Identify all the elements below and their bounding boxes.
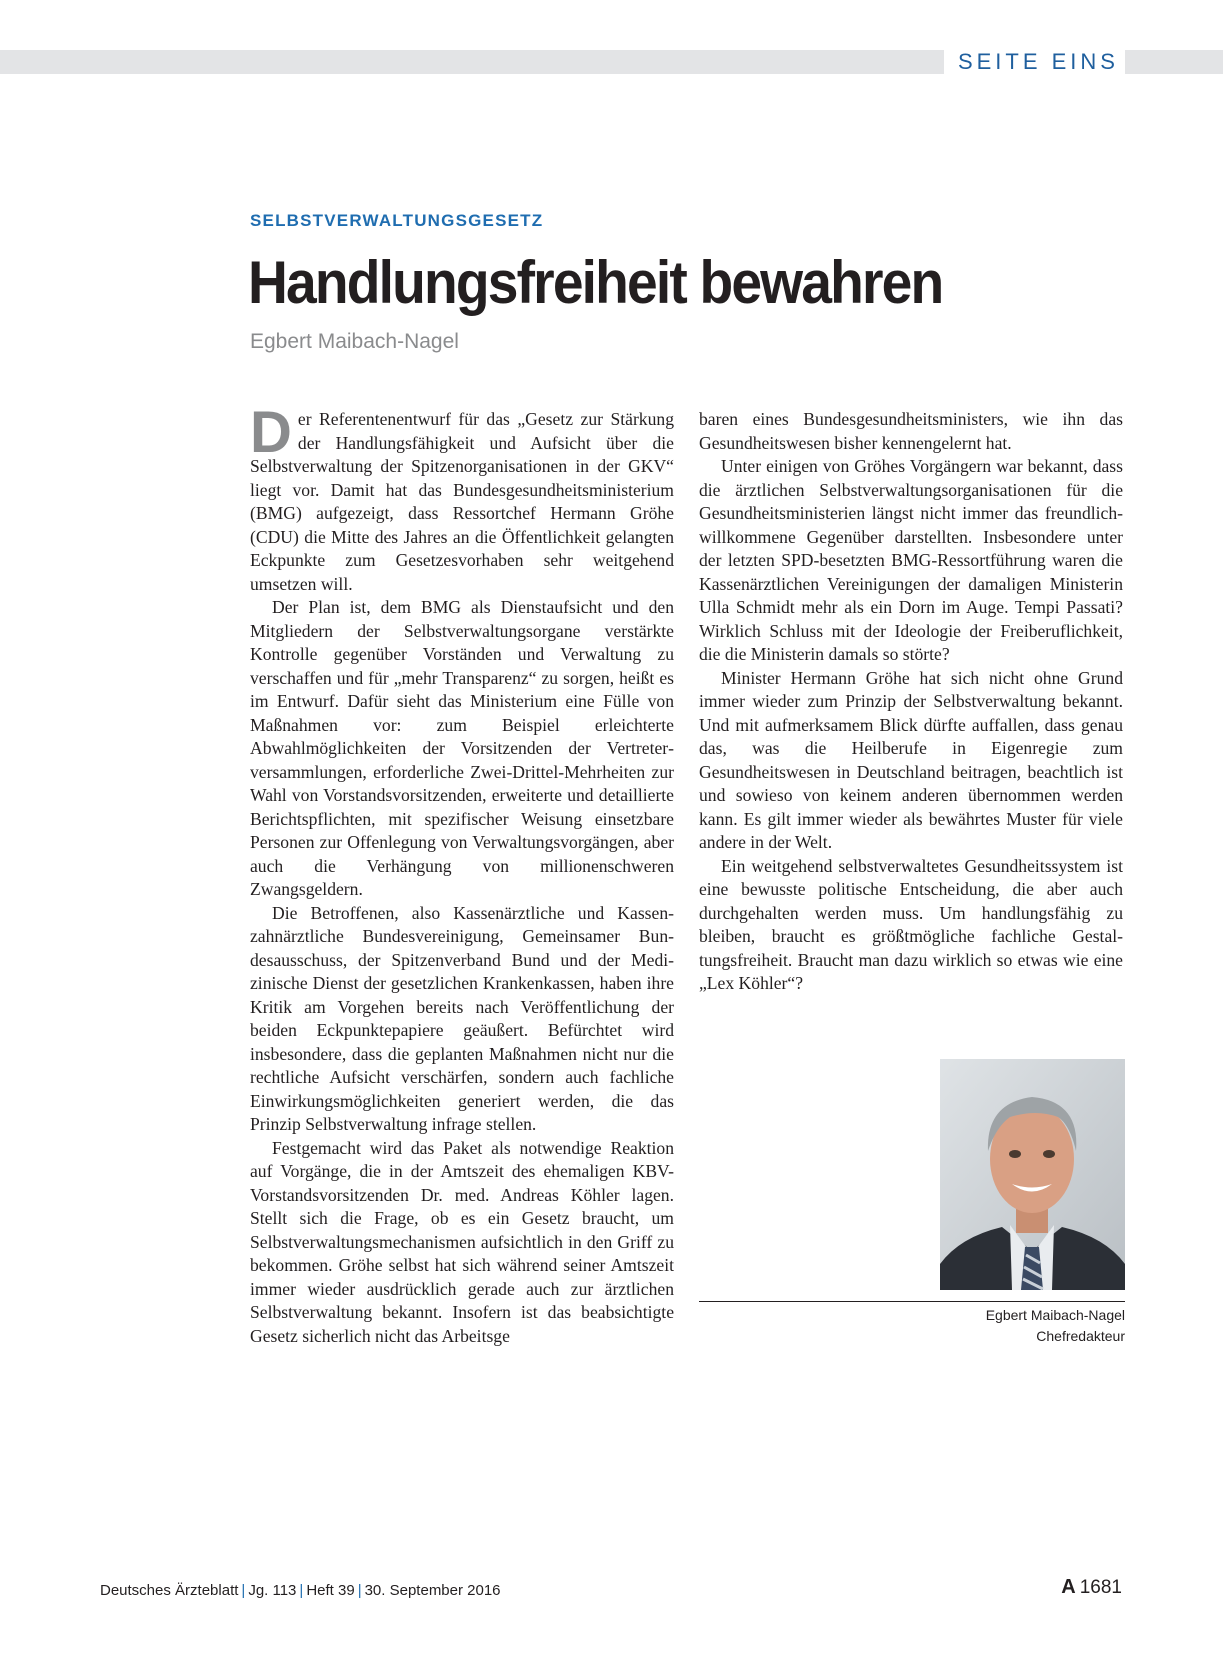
paragraph: Der Plan ist, dem BMG als Dienstaufsicht und den Mitgliedern der Selbstverwaltungsorgane verstärkte Kontrolle gegenüber Vorständen und Verwaltung zu verschaffen und für „mehr Transparenz“ zu sorgen, heißt es im Entwurf. Dafür sieht das Ministerium eine Fülle von Maßnahmen vor: zum Beispiel erleichterte Abwahlmöglichkeiten der Vorsitzenden der Vertreterversammlungen, erforderliche Zwei-Drittel-Mehrheiten zur Wahl von Vorstandsvorsitzenden, erweiterte und detaillierte Berichtspflichten, mit spezifischer Weisung einsetzbare Personen zur Offenlegung von Verwaltungsvorgängen, aber auch die Verhängung von millionenschweren Zwangsgeldern. (250, 597, 674, 899)
footer-separator: | (299, 1582, 304, 1599)
paragraph: baren eines Bundesgesundheitsministers, wie ihn das Gesundheitswesen bisher kennengelernt hat. (699, 409, 1123, 453)
drop-cap: D (250, 400, 292, 465)
paragraph (250, 400, 674, 596)
paragraph-text: er Referentenentwurf für das „Gesetz zur Stärkung der Handlungsfähigkeit und Aufsicht über die Selbstverwaltung der Spitzenorganisationen in der GKV“ liegt vor. Damit hat das Bundesgesundheitsministerium (BMG) aufgezeigt, dass Ressortchef Hermann Gröhe (CDU) die Mitte des Jahres an die Öffentlichkeit gelangten Eckpunkte zum Gesetzesvorhaben sehr weitgehend umsetzen will. (250, 409, 674, 594)
portrait-caption (986, 1305, 1125, 1347)
footer-separator: | (357, 1582, 362, 1599)
text-column-right (699, 408, 1123, 996)
text-column-left (250, 400, 674, 1348)
paragraph: Die Betroffenen, also Kassenärztliche und Kassenzahnärztliche Bundesvereinigung, Gemeinsamer Bundesausschuss, der Spitzenverband Bund und der Medizinische Dienst der gesetzlichen Krankenkassen, haben ihre Kritik am Vorgehen bereits nach Veröffentlichung der beiden Eckpunktepapiere geäußert. Befürchtet wird insbesondere, dass die geplanten Maßnahmen nicht nur die rechtliche Aufsicht verschärfen, sondern auch fachliche Einwirkungsmöglichkeiten generiert werden, die das Prinzip Selbstverwaltung infrage stellen. (250, 902, 674, 1134)
page-footer (100, 1582, 501, 1599)
page-number (1061, 1576, 1122, 1599)
footer-separator: | (241, 1582, 246, 1599)
caption-name: Egbert Maibach-Nagel (985, 1307, 1125, 1323)
paragraph: Unter einigen von Gröhes Vorgängern war bekannt, dass die ärztlichen Selbstverwaltungsorganisationen für die Gesundheitsministerien längst nicht immer das freundlich-willkommene Gegenüber darstellten. Insbesondere unter der letzten SPD-besetzten BMG-Ressortführung waren die Kassenärztlichen Vereinigungen der damaligen Ministerin Ulla Schmidt mehr als ein Dorn im Auge. Tempi Passati? Wirklich Schluss mit der Ideologie der Freiberuflichkeit, die die Ministerin damals so störte? (699, 456, 1123, 664)
section-label: SEITE EINS (944, 47, 1125, 77)
caption-divider (699, 1301, 1125, 1302)
paragraph: Ein weitgehend selbstverwaltetes Gesundheitssystem ist eine bewusste politische Entscheidung, die aber auch durchgehalten werden muss. Um handlungsfähig zu bleiben, braucht es größtmögliche fachliche Gestaltungsfreiheit. Braucht man dazu wirklich so etwas wie eine „Lex Köhler“? (699, 855, 1123, 993)
page-prefix: A (1061, 1576, 1076, 1598)
volume: Jg. 113 (248, 1582, 297, 1599)
author-portrait (940, 1059, 1125, 1290)
article-kicker: SELBSTVERWALTUNGSGESETZ (250, 211, 544, 230)
caption-role: Chefredakteur (1036, 1328, 1125, 1344)
page-number-value: 1681 (1079, 1577, 1122, 1598)
issue-date: 30. September 2016 (364, 1582, 501, 1599)
issue: Heft 39 (306, 1582, 355, 1599)
paragraph: Festgemacht wird das Paket als notwendige Reaktion auf Vorgänge, die in der Amtszeit des ehemaligen KBV-Vorstandsvorsitzenden Dr. med. Andreas Köhler lagen. Stellt sich die Frage, ob es ein Gesetz braucht, um Selbstverwaltungsmechanismen aufsichtlich in den Griff zu bekommen. Gröhe selbst hat sich während seiner Amtszeit immer wieder ausdrücklich gerade auch zur ärztlichen Selbstverwaltung bekannt. Insofern ist das beabsichtigte Gesetz sicherlich nicht das Arbeitsge (250, 1137, 674, 1346)
article-author: Egbert Maibach-Nagel (250, 330, 459, 353)
publication-name: Deutsches Ärzteblatt (100, 1582, 239, 1599)
article-title: Handlungsfreiheit bewahren (248, 249, 943, 316)
paragraph: Minister Hermann Gröhe hat sich nicht ohne Grund immer wieder zum Prinzip der Selbstverwaltung bekannt. Und mit aufmerksamem Blick dürfte auffallen, dass genau das, was die Heilberufe in Eigenregie zum Gesundheitswesen in Deutschland beitragen, beachtlich ist und sowieso von keinem anderen übernommen werden kann. Es gilt immer wieder als bewährtes Muster für viele andere in der Welt. (699, 667, 1123, 852)
